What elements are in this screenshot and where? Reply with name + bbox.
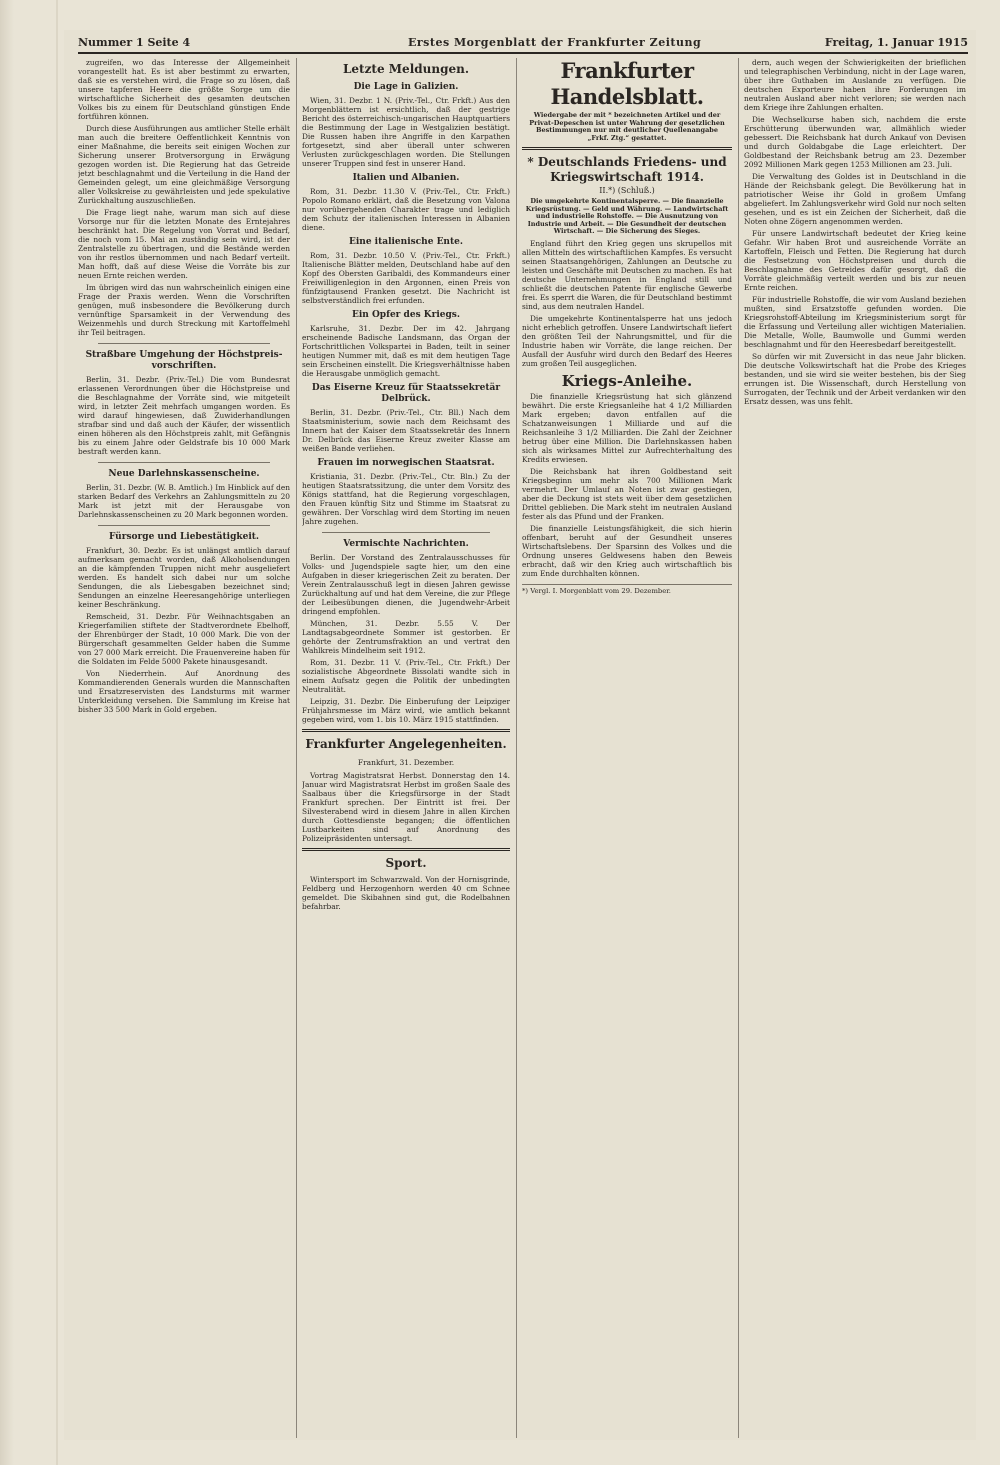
article-paragraph: Die umgekehrte Kontinentalsperre hat uns jedoch nicht erheblich getroffen. Unsere Landwirtschaft liefert den größten Teil der Nahrungsmittel, und für die Industrie haben wir Vorräte, die lange reichen. Der Ausfall der Ausfuhr wird durch den Bedarf des Heeres zum großen Teil ausgeglichen. (522, 313, 732, 368)
article-paragraph: Wintersport im Schwarzwald. Von der Hornisgrinde, Feldberg und Herzogenhorn werden 40 cm Schnee gemeldet. Die Skibahnen sind gut, die Rodelbahnen befahrbar. (302, 875, 510, 911)
article-paragraph: zugreifen, wo das Interesse der Allgemeinheit vorangestellt hat. Es ist aber bestimmt zu erwarten, daß sie es verstehen wird, die Frage so zu lösen, daß unsere tapferen Heere die größte Sorge um die wirtschaftliche Sicherheit des gesamten deutschen Volkes bis zu einem für Deutschland günstigen Ende fortführen können. (78, 58, 290, 121)
headline: Die Lage in Galizien. (353, 82, 459, 92)
article-paragraph: Die Wechselkurse haben sich, nachdem die erste Erschütterung überwunden war, allmählich wieder gebessert. Die Reichsbank hat durch Ankauf von Devisen und durch Goldabgabe die Lage erleichtert. Der Goldbestand der Reichsbank betrug am 23. Dezember 2092 Millionen Mark gegen 1253 Millionen am 23. Juli. (744, 115, 966, 169)
page-edge (0, 0, 14, 1465)
dateline: Frankfurt, 31. Dezember. (357, 758, 455, 767)
article-paragraph: Berlin, 31. Dezbr. (W. B. Amtlich.) Im Hinblick auf den starken Bedarf des Verkehrs an Zahlungsmitteln zu 20 Mark ist jetzt mit der Herausgabe von Darlehnskassenscheinen zu 20 Mark begonnen worden. (78, 483, 290, 519)
article-paragraph: dern, auch wegen der Schwierigkeiten der brieflichen und telegraphischen Verbindung, nicht in der Lage waren, über ihre Guthaben im Auslande zu verfügen. Die deutschen Exporteure haben ihre Forderungen im neutralen Ausland aber nicht verloren; sie werden nach dem Kriege ihre Zahlungen erhalten. (744, 58, 966, 112)
newspaper-title: Erstes Morgenblatt der Frankfurter Zeitung (408, 36, 702, 49)
article-paragraph: Im übrigen wird das nun wahrscheinlich einigen eine Frage der Praxis werden. Wenn die Vorschriften genügen, muß insbesondere die Bevölkerung durch vernünftige Sparsamkeit in der Verwendung des Weizenmehls und durch Streckung mit Kartoffelmehl ihr Teil beitragen. (78, 283, 290, 337)
article-paragraph: Die finanzielle Leistungsfähigkeit, die sich hierin offenbart, beruht auf der Gesundheit unseres Wirtschaftslebens. Der Sparsinn des Volkes und die Ordnung unseres Geldwesens haben den Beweis erbracht, daß wir den Krieg auch wirtschaftlich bis zum Ende durchhalten können. (522, 523, 732, 578)
article-paragraph: Rom, 31. Dezbr. 11.30 V. (Priv.-Tel., Ctr. Frkft.) Popolo Romano erklärt, daß die Besetzung von Valona nur vorübergehenden Charakter trage und lediglich dem Schutz der italienischen Interessen in Albanien diene. (302, 187, 510, 232)
article-paragraph: Kristiania, 31. Dezbr. (Priv.-Tel., Ctr. Bln.) Zu der heutigen Staatsratssitzung, die unter dem Vorsitz des Königs stattfand, hat die Regierung vorgeschlagen, den Frauen künftig Sitz und Stimme im Staatsrat zu gewähren. Der Vorschlag wird dem Storting im neuen Jahre zugehen. (302, 472, 510, 526)
article-paragraph: Karlsruhe, 31. Dezbr. Der im 42. Jahrgang erscheinende Badische Landsmann, das Organ der Fortschrittlichen Volkspartei in Baden, teilt in seiner heutigen Nummer mit, daß es mit dem heutigen Tage sein Erscheinen einstellt. Die Kriegsverhältnisse haben die Herausgabe unmöglich gemacht. (302, 324, 510, 378)
article-paragraph: Für industrielle Rohstoffe, die wir vom Ausland beziehen mußten, sind Ersatzstoffe gefunden worden. Die Kriegsrohstoff-Abteilung im Kriegsministerium sorgt für die Erfassung und Verteilung aller wichtigen Materialien. Die Metalle, Wolle, Baumwolle und Gummi werden beschlagnahmt und für den Heeresbedarf bereitgestellt. (744, 295, 966, 349)
article-paragraph: Vortrag Magistratsrat Herbst. Donnerstag den 14. Januar wird Magistratsrat Herbst im großen Saale des Saalbaus über die Kriegsfürsorge in der Stadt Frankfurt sprechen. Der Eintritt ist frei. Der Silvesterabend wird in diesem Jahre in allen Kirchen durch Gottesdienste begangen; die öffentlichen Lustbarkeiten sind auf Anordnung des Polizeipräsidenten untersagt. (302, 771, 510, 843)
article-paragraph: Die Frage liegt nahe, warum man sich auf diese Vorsorge nur für die letzten Monate des Erntejahres beschränkt hat. Die Regelung von Vorrat und Bedarf, die noch vom 15. Mai an zuständig sein wird, ist der Zentralstelle zu übertragen, und die Bestände werden von ihr restlos übernommen und nach Bedarf verteilt. Man hofft, daß auf diese Weise die Vorräte bis zur neuen Ernte reichen werden. (78, 208, 290, 280)
separator (98, 343, 270, 344)
headline: Vermischte Nachrichten. (343, 539, 469, 549)
column-3 (522, 58, 732, 1438)
separator (522, 147, 732, 150)
article-paragraph: Remscheid, 31. Dezbr. Für Weihnachtsgaben an Kriegerfamilien stiftete der Stadtverordnete Ebelhoff, der Ehrenbürger der Stadt, 10 000 Mark. Die von der Bürgerschaft gesammelten Gelder haben die Summe von 27 000 Mark erreicht. Die Frauenvereine haben für die Soldaten im Felde 5000 Pakete hinausgesandt. (78, 612, 290, 666)
reprint-notice: Wiedergabe der mit * bezeichneten Artikel und der Privat-Depeschen ist unter Wahrung der gesetzlichen Bestimmungen nur mit deutlicher Quellenangabe „Frkf. Ztg.“ gestattet. (529, 111, 725, 142)
article-paragraph: Durch diese Ausführungen aus amtlicher Stelle erhält man auch die breitere Oeffentlichkeit Kenntnis von einer Maßnahme, die bereits seit einigen Wochen zur Sicherung unserer Brotversorgung in Erwägung gezogen worden ist. Die Regierung hat das Getreide jetzt beschlagnahmt und die Verteilung in die Hand der Gemeinden gelegt, um eine gleichmäßige Versorgung aller Volkskreise zu gewährleisten und jede spekulative Zurückhaltung auszuschließen. (78, 124, 290, 205)
article-subheading: Kriegs-Anleihe. (561, 371, 693, 390)
article-paragraph: München, 31. Dezbr. 5.55 V. Der Landtagsabgeordnete Sommer ist gestorben. Er gehörte der Zentrumsfraktion an und vertrat den Wahlkreis Mindelheim seit 1912. (302, 619, 510, 655)
headline: Neue Darlehnskassenscheine. (108, 469, 260, 479)
section-heading: Letzte Meldungen. (342, 62, 470, 76)
separator (302, 729, 510, 732)
section-heading: Sport. (385, 856, 427, 870)
handelsblatt-title: Frankfurter Handelsblatt. (550, 58, 704, 109)
article-paragraph: Leipzig, 31. Dezbr. Die Einberufung der Leipziger Frühjahrsmesse im März wird, wie amtlich bekannt gegeben wird, vom 1. bis 10. März 1915 stattfinden. (302, 697, 510, 724)
column-rule (296, 58, 297, 1438)
column-1 (78, 58, 290, 1438)
footnote: *) Vergl. I. Morgenblatt vom 29. Dezember. (522, 584, 732, 596)
article-paragraph: Wien, 31. Dezbr. 1 N. (Priv.-Tel., Ctr. Frkft.) Aus den Morgenblättern ist ersichtlich, daß der gestrige Bericht des österreichisch-ungarischen Hauptquartiers die Bestimmung der Lage in Westgalizien bestätigt. Die Russen haben ihre Angriffe in den Karpathen fortgesetzt, sind aber überall unter schweren Verlusten zurückgeschlagen worden. Die Stellungen unserer Truppen sind fest in unserer Hand. (302, 96, 510, 168)
column-2 (302, 58, 510, 1438)
article-paragraph: Rom, 31. Dezbr. 10.50 V. (Priv.-Tel., Ctr. Frkft.) Italienische Blätter melden, Deutschland habe auf den Kopf des Obersten Garibaldi, des Kommandeurs einer Freiwilligenlegion in den Argonnen, einen Preis von fünfzigtausend Franken gesetzt. Die Nachricht ist selbstverständlich frei erfunden. (302, 251, 510, 305)
section-heading: Frankfurter Angelegenheiten. (305, 737, 507, 751)
page-fold (56, 0, 58, 1465)
article-headline: * Deutschlands Friedens- und Kriegswirtschaft 1914. (527, 155, 727, 184)
headline: Eine italienische Ente. (349, 237, 463, 247)
article-subheading: II.*) (Schluß.) (599, 186, 655, 195)
masthead (78, 34, 968, 54)
article-summary: Die umgekehrte Kontinentalsperre. — Die finanzielle Kriegsrüstung. — Geld und Währung. — Landwirtschaft und industrielle Rohstoffe. — Die Ausnutzung von Industrie und Arbeit. — Die Gesundheit der deutschen Wirtschaft. — Die Sicherung des Sieges. (525, 197, 729, 235)
article-paragraph: Frankfurt, 30. Dezbr. Es ist unlängst amtlich darauf aufmerksam gemacht worden, daß Alkoholsendungen an die kämpfenden Truppen nicht mehr ausgeliefert werden. Es handelt sich dabei nur um solche Sendungen, die als Liebesgaben bezeichnet sind; Sendungen an einzelne Heeresangehörige unterliegen keiner Beschränkung. (78, 546, 290, 609)
article-paragraph: Berlin. Der Vorstand des Zentralausschusses für Volks- und Jugendspiele sagte hier, um den eine Aufgaben in dieser kriegerischen Zeit zu beraten. Der Verein Zentralausschuß legt in diesen Jahren gewisse Zurückhaltung auf und hat dem Vereine, die zur Pflege der Leibesübungen dienen, die Jugendwehr-Arbeit dringend empfohlen. (302, 553, 510, 616)
column-4 (744, 58, 966, 1438)
issue-date: Freitag, 1. Januar 1915 (824, 36, 968, 49)
headline: Frauen im norwegischen Staatsrat. (317, 458, 495, 468)
separator (322, 532, 490, 533)
column-rule (516, 58, 517, 1438)
headline: Italien und Albanien. (352, 173, 460, 183)
article-paragraph: Berlin, 31. Dezbr. (Priv.-Tel., Ctr. Bll.) Nach dem Staatsministerium, sowie nach dem Reichsamt des Innern hat der Kaiser dem Staatssekretär des Innern Dr. Delbrück das Eiserne Kreuz zweiter Klasse am weißen Bande verliehen. (302, 408, 510, 453)
article-paragraph: Für unsere Landwirtschaft bedeutet der Krieg keine Gefahr. Wir haben Brot und ausreichende Vorräte an Kartoffeln, Fleisch und Fetten. Die Regierung hat durch die Festsetzung von Höchstpreisen und durch die Beschlagnahme des Getreides dafür gesorgt, daß die Vorräte gleichmäßig verteilt werden und bis zur neuen Ernte reichen. (744, 229, 966, 292)
headline: Fürsorge und Liebestätigkeit. (108, 532, 260, 542)
column-rule (738, 58, 739, 1438)
separator (98, 525, 270, 526)
article-paragraph: England führt den Krieg gegen uns skrupellos mit allen Mitteln des wirtschaftlichen Kampfes. Es versucht seinen Staatsangehörigen, Zahlungen an Deutsche zu leisten und Geschäfte mit Deutschen zu machen. Es hat deutsche Unternehmungen in England still und schließt die deutschen Patente für englische Gewerbe frei. Es sperrt die Waren, die für Deutschland bestimmt sind, aus dem neutralen Handel. (522, 238, 732, 311)
article-paragraph: Rom, 31. Dezbr. 11 V. (Priv.-Tel., Ctr. Frkft.) Der sozialistische Abgeordnete Bissolati wandte sich in einem Aufsatz gegen die Politik der unbedingten Neutralität. (302, 658, 510, 694)
headline: Ein Opfer des Kriegs. (352, 310, 460, 320)
headline: Das Eiserne Kreuz für Staatssekretär Delbrück. (311, 383, 501, 404)
article-paragraph: Die finanzielle Kriegsrüstung hat sich glänzend bewährt. Die erste Kriegsanleihe hat 4 1/2 Milliarden Mark ergeben; davon entfallen auf die Schatzanweisungen 1 Milliarde und auf die Reichsanleihe 3 1/2 Milliarden. Die Zahl der Zeichner betrug über eine Million. Die Darlehnskassen haben sich als wirksames Mittel zur Aufrechterhaltung des Kredits erwiesen. (522, 391, 732, 464)
separator (98, 462, 270, 463)
article-paragraph: Die Verwaltung des Goldes ist in Deutschland in die Hände der Reichsbank gelegt. Die Bevölkerung hat in patriotischer Weise ihr Gold in großem Umfang abgeliefert. Im Zahlungsverkehr wird Gold nur noch selten gesehen, und es ist ein Zeichen der Sicherheit, daß die Noten ohne Zögern angenommen werden. (744, 172, 966, 226)
article-paragraph: So dürfen wir mit Zuversicht in das neue Jahr blicken. Die deutsche Volkswirtschaft hat die Probe des Krieges bestanden, und sie wird sie weiter bestehen, bis der Sieg errungen ist. Die Wissenschaft, durch Herstellung von Surrogaten, der Technik und der Arbeit verdanken wir den Ersatz dessen, was uns fehlt. (744, 352, 966, 406)
headline: Straßbare Umgehung der Höchstpreis-vorschriften. (85, 350, 283, 371)
separator (302, 848, 510, 851)
article-paragraph: Berlin, 31. Dezbr. (Priv.-Tel.) Die vom Bundesrat erlassenen Verordnungen über die Höchstpreise und die Beschlagnahme der Vorräte sind, wie mitgeteilt wird, in letzter Zeit mehrfach umgangen worden. Es wird darauf hingewiesen, daß Zuwiderhandlungen strafbar sind und daß auch der Käufer, der wissentlich einen höheren als den Höchstpreis zahlt, mit Gefängnis bis zu einem Jahre oder Geldstrafe bis 10 000 Mark bestraft werden kann. (78, 375, 290, 456)
page-number: Nummer 1 Seite 4 (78, 36, 191, 49)
article-paragraph: Die Reichsbank hat ihren Goldbestand seit Kriegsbeginn um mehr als 700 Millionen Mark vermehrt. Der Umlauf an Noten ist zwar gestiegen, aber die Deckung ist stets weit über dem gesetzlichen Drittel geblieben. Die Mark steht im neutralen Ausland fester als das Pfund und der Franken. (522, 466, 732, 521)
article-paragraph: Von Niederrhein. Auf Anordnung des Kommandierenden Generals wurden die Mannschaften und Ersatzreservisten des Landsturms mit warmer Unterkleidung versehen. Die Sammlung im Kreise hat bisher 33 500 Mark in Gold ergeben. (78, 669, 290, 714)
